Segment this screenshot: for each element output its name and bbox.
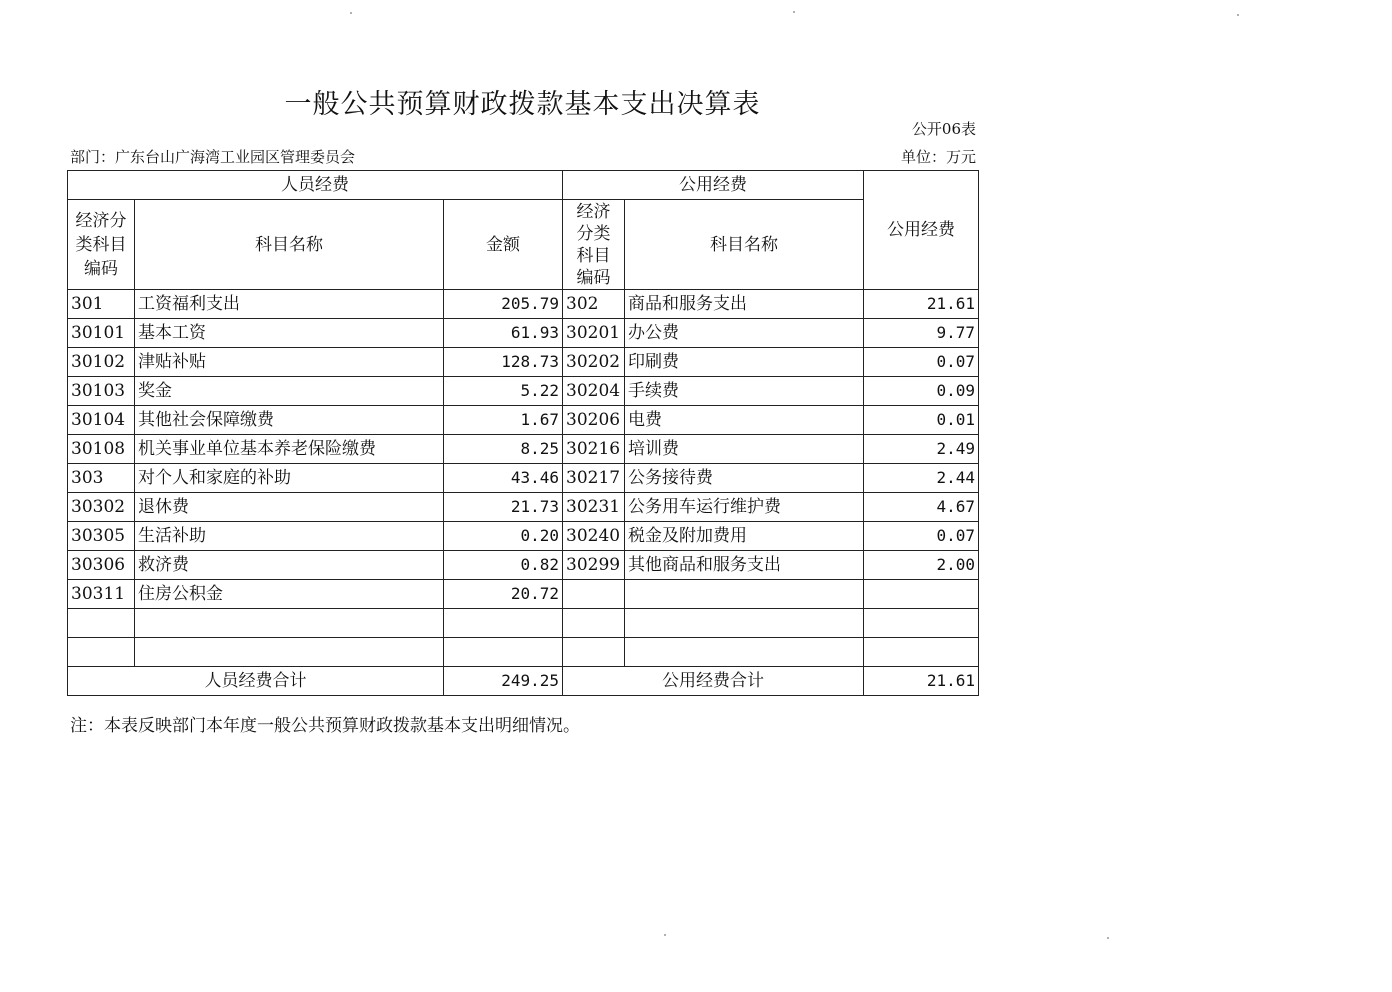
form-number: 公开06表 [911,120,976,138]
personnel-name-cell: 生活补助 [135,522,444,551]
personnel-amount-cell: 0.82 [444,551,563,580]
footnote: 注：本表反映部门本年度一般公共预算财政拨款基本支出明细情况。 [70,716,580,736]
public-name-cell: 其他商品和服务支出 [625,551,864,580]
public-amount-cell: 0.09 [864,377,979,406]
public-name-header: 科目名称 [625,200,864,290]
public-amount-cell: 9.77 [864,319,979,348]
personnel-name-cell: 住房公积金 [135,580,444,609]
scan-speck [350,12,352,14]
header-row-group [68,171,979,200]
public-code-cell: 30299 [563,551,625,580]
public-amount-cell [864,638,979,667]
personnel-amount-cell: 8.25 [444,435,563,464]
table-row [68,522,979,551]
table-row [68,377,979,406]
public-code-cell [563,580,625,609]
table-row [68,609,979,638]
personnel-code-cell: 30311 [68,580,135,609]
public-code-cell: 30201 [563,319,625,348]
personnel-code-cell: 30104 [68,406,135,435]
personnel-amount-cell [444,638,563,667]
public-code-cell: 30204 [563,377,625,406]
public-amount-cell: 4.67 [864,493,979,522]
personnel-amount-cell: 20.72 [444,580,563,609]
public-code-cell: 30206 [563,406,625,435]
personnel-name-cell: 其他社会保障缴费 [135,406,444,435]
public-total-label: 公用经费合计 [563,667,864,696]
page-title: 一般公共预算财政拨款基本支出决算表 [284,89,761,120]
personnel-amount-cell: 0.20 [444,522,563,551]
personnel-name-cell [135,638,444,667]
personnel-amount-cell: 43.46 [444,464,563,493]
table-row [68,493,979,522]
personnel-amount-cell: 21.73 [444,493,563,522]
personnel-code-cell: 30302 [68,493,135,522]
personnel-name-cell: 基本工资 [135,319,444,348]
header-row-columns [68,200,979,290]
scan-speck [1237,14,1239,16]
public-name-cell: 印刷费 [625,348,864,377]
personnel-group-header: 人员经费 [68,171,563,200]
public-name-cell: 公务接待费 [625,464,864,493]
public-name-cell [625,638,864,667]
public-name-cell: 手续费 [625,377,864,406]
personnel-total-amount: 249.25 [444,667,563,696]
table-row [68,348,979,377]
public-amount-cell: 0.07 [864,522,979,551]
personnel-code-cell [68,609,135,638]
personnel-amount-cell: 61.93 [444,319,563,348]
public-name-cell [625,609,864,638]
public-code-cell: 30240 [563,522,625,551]
personnel-code-cell [68,638,135,667]
personnel-name-cell [135,609,444,638]
public-amount-header: 公用经费 [864,171,979,290]
public-code-cell [563,638,625,667]
scan-speck [664,934,666,936]
expenditure-table [67,170,979,696]
public-name-cell: 办公费 [625,319,864,348]
personnel-code-cell: 30306 [68,551,135,580]
public-name-cell: 商品和服务支出 [625,290,864,319]
public-total-amount: 21.61 [864,667,979,696]
table-row [68,638,979,667]
personnel-amount-cell: 128.73 [444,348,563,377]
public-name-cell [625,580,864,609]
public-name-cell: 公务用车运行维护费 [625,493,864,522]
personnel-name-cell: 奖金 [135,377,444,406]
public-code-cell [563,609,625,638]
personnel-code-cell: 301 [68,290,135,319]
personnel-code-cell: 30102 [68,348,135,377]
scan-speck [793,11,795,13]
public-code-cell: 30216 [563,435,625,464]
table-row [68,319,979,348]
personnel-code-cell: 30101 [68,319,135,348]
public-amount-cell: 0.07 [864,348,979,377]
public-group-header: 公用经费 [563,171,864,200]
table-row [68,290,979,319]
personnel-amount-cell: 5.22 [444,377,563,406]
totals-row [68,667,979,696]
public-code-cell: 302 [563,290,625,319]
public-amount-cell: 2.49 [864,435,979,464]
public-amount-cell [864,580,979,609]
personnel-amount-cell [444,609,563,638]
public-amount-cell [864,609,979,638]
public-amount-cell: 2.00 [864,551,979,580]
table-row [68,464,979,493]
personnel-name-cell: 工资福利支出 [135,290,444,319]
public-amount-cell: 21.61 [864,290,979,319]
public-code-cell: 30202 [563,348,625,377]
table-row [68,406,979,435]
public-code-cell: 30231 [563,493,625,522]
department-label: 部门：广东台山广海湾工业园区管理委员会 [70,148,356,166]
scan-speck [1107,937,1109,939]
personnel-code-cell: 303 [68,464,135,493]
personnel-name-cell: 救济费 [135,551,444,580]
public-amount-cell: 2.44 [864,464,979,493]
public-amount-cell: 0.01 [864,406,979,435]
unit-label: 单位：万元 [900,148,976,166]
table-row [68,435,979,464]
personnel-name-header: 科目名称 [135,200,444,290]
personnel-amount-header: 金额 [444,200,563,290]
personnel-code-cell: 30305 [68,522,135,551]
personnel-amount-cell: 205.79 [444,290,563,319]
public-name-cell: 电费 [625,406,864,435]
table-row [68,551,979,580]
personnel-name-cell: 退休费 [135,493,444,522]
personnel-amount-cell: 1.67 [444,406,563,435]
table-row [68,580,979,609]
personnel-code-cell: 30108 [68,435,135,464]
personnel-name-cell: 对个人和家庭的补助 [135,464,444,493]
public-code-header: 经济分类科目编码 [563,200,625,290]
personnel-code-header: 经济分类科目编码 [68,200,135,290]
personnel-name-cell: 津贴补贴 [135,348,444,377]
public-code-cell: 30217 [563,464,625,493]
personnel-name-cell: 机关事业单位基本养老保险缴费 [135,435,444,464]
public-name-cell: 培训费 [625,435,864,464]
personnel-total-label: 人员经费合计 [68,667,444,696]
public-name-cell: 税金及附加费用 [625,522,864,551]
personnel-code-cell: 30103 [68,377,135,406]
